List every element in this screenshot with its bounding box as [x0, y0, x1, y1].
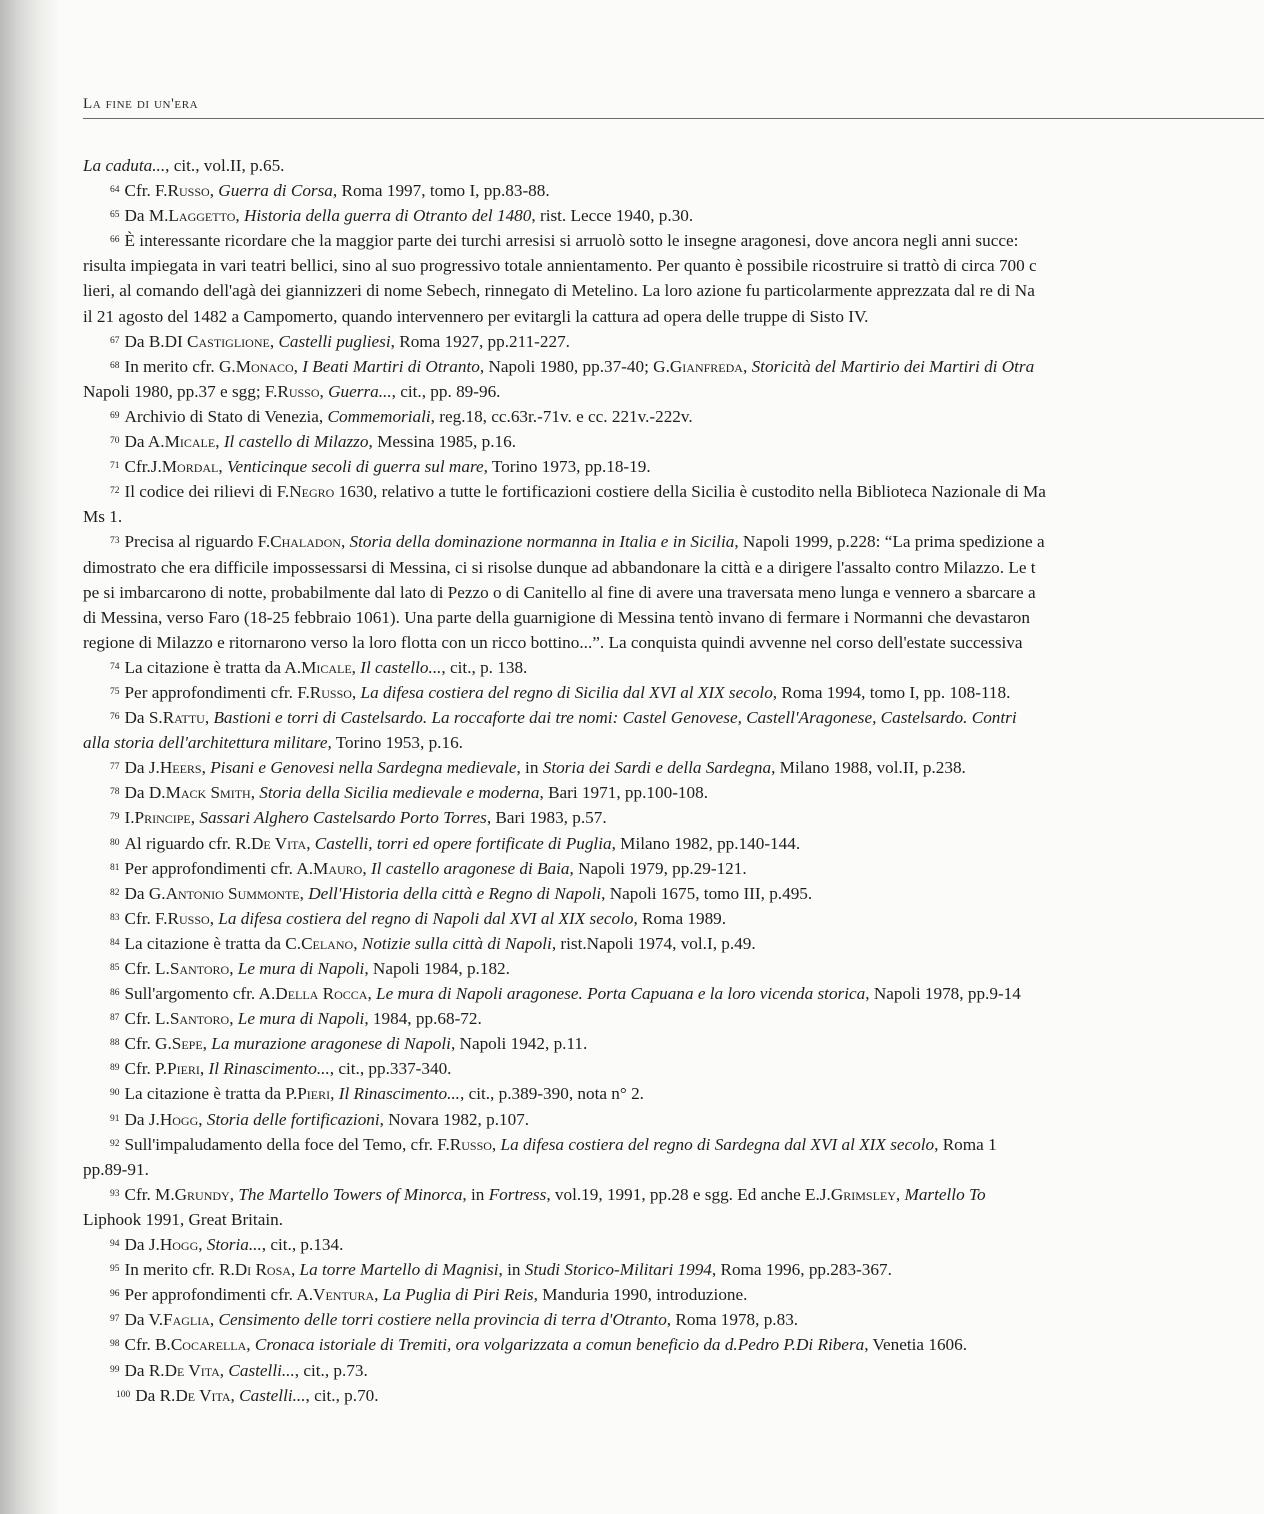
footnote-continuation [83, 605, 1264, 630]
citation-title: La difesa costiera del regno di Napoli dal XVI al XIX secolo [218, 908, 634, 928]
citation-title: Notizie sulla città di Napoli [361, 933, 552, 953]
citation-title: Cronaca istoriale di Tremiti, ora volgarizzata a comun beneficio da d.Pedro P.Di Ribera [254, 1335, 865, 1355]
footnote-number: 64 [110, 185, 120, 196]
footnote-text: Per approfondimenti cfr. F. [124, 682, 310, 702]
citation-title: Le mura di Napoli [237, 1009, 365, 1029]
footnote-text: , Napoli 1675, tomo III, p.495. [601, 883, 813, 903]
footnote [83, 454, 1264, 479]
footnote-number: 79 [110, 812, 120, 823]
footnote-text: 1630, relativo a tutte le fortificazioni costiere della Sicilia è custodito nella Biblioteca Nazionale di Ma [334, 482, 1046, 502]
footnote-text: , [209, 908, 219, 928]
citation-title: La caduta... [83, 156, 166, 175]
citation-title: La Puglia di Piri Reis [382, 1285, 534, 1305]
footnote-number: 72 [110, 486, 120, 497]
footnote-text: Precisa al riguardo F. [124, 532, 271, 552]
footnote-text: La citazione è tratta da A. [124, 657, 302, 677]
footnote-number: 85 [110, 963, 120, 973]
footnote-text: , [229, 959, 238, 978]
author-name: Russo [277, 381, 320, 401]
footnote [83, 1182, 1264, 1207]
footnote-text: , Venetia 1606. [864, 1335, 968, 1355]
book-spine-shadow [0, 0, 60, 1514]
author-name: Grundy [174, 1184, 230, 1204]
footnote-text: , cit., pp. 89-96. [391, 381, 501, 401]
footnote-continuation [83, 1157, 1264, 1182]
author-name: Russo [309, 682, 352, 702]
footnote-text: Per approfondimenti cfr. A. [124, 1285, 314, 1305]
footnote-text: il 21 agosto del 1482 a Campomerto, quando intervennero per evitargli la cattura ad opera delle truppe di Sisto IV. [83, 306, 869, 326]
footnote [83, 404, 1264, 429]
author-name: Hogg [159, 1109, 199, 1129]
footnote-text: , reg.18, cc.63r.-71v. e cc. 221v.-222v. [430, 406, 693, 426]
citation-title: Venticinque secoli di guerra sul mare [226, 457, 484, 477]
author-name: De Vita [164, 1360, 220, 1380]
citation-title: The Martello Towers of Minorca [238, 1184, 463, 1204]
citation-title: Storia dei Sardi e della Sardegna [542, 758, 772, 778]
footnote-text: dimostrato che era difficile impossessarsi di Messina, ci si risolse dunque ad abbandonare la città e a dirigere l'assalto contro Milazzo. Le t [83, 557, 1036, 577]
footnote [83, 329, 1264, 354]
footnote-number: 73 [110, 536, 120, 547]
footnote-text: , [269, 331, 279, 351]
footnote-text: Da G. [124, 883, 166, 903]
citation-title: Castelli, torri ed opere fortificate di Puglia [314, 833, 612, 853]
footnote-text: , Napoli 1979, pp.29-121. [569, 858, 747, 878]
citation-title: La torre Martello di Magnisi [299, 1260, 499, 1280]
footnote-text: Cfr. B. [124, 1335, 171, 1355]
citation-title: Il Rinascimento... [338, 1084, 460, 1104]
footnote-text: , [204, 708, 214, 728]
footnote-number: 96 [110, 1289, 120, 1300]
footnote-text: Sull'impaludamento della foce del Temo, cfr. F. [124, 1134, 450, 1154]
citation-title: Castelli... [228, 1360, 295, 1380]
footnote [83, 755, 1264, 780]
citation-title: Bastioni e torri di Castelsardo. La roccaforte dai tre nomi: Castel Genovese, Castell'Aragonese, Castelsardo. Contri [213, 708, 1017, 728]
citation-title: I Beati Martiri di Otranto [302, 356, 480, 376]
footnote-text: Il codice dei rilievi di F. [124, 482, 290, 502]
footnote-text: , [198, 1235, 207, 1255]
footnote-number: 90 [110, 1088, 120, 1099]
footnote [83, 354, 1264, 379]
footnote-number: 93 [110, 1188, 120, 1199]
footnote-text: , [374, 1285, 383, 1305]
footnote-text: , in [498, 1260, 525, 1280]
author-name: Cocarella [170, 1335, 247, 1355]
footnote [83, 228, 1264, 253]
footnote-text: , [199, 1059, 209, 1079]
citation-title: Il castello aragonese di Baia [370, 858, 570, 878]
footnote-text: , Torino 1973, pp.18-19. [483, 457, 651, 477]
footnote [83, 805, 1264, 830]
footnote-text: , [895, 1184, 905, 1204]
footnote-text: , [209, 1310, 219, 1330]
footnote-text: regione di Milazzo e ritornarono verso la loro flotta con un ricco bottino...”. La conquista quindi avvenne nel corso dell'estate successiva [83, 632, 1023, 652]
footnote-text: Da B.DI [124, 331, 188, 351]
footnote-number: 88 [110, 1038, 120, 1049]
footnote-text: I. [124, 808, 135, 828]
footnote-text: , [319, 381, 329, 401]
author-name: Pieri [167, 1059, 200, 1079]
footnote-number: 77 [110, 762, 120, 773]
footnote [83, 705, 1264, 730]
citation-title: La murazione aragonese di Napoli [211, 1034, 451, 1054]
author-name: De Vita [175, 1385, 231, 1405]
footnote-text: , [235, 206, 244, 226]
footnote-number: 87 [110, 1013, 120, 1024]
footnote [83, 931, 1264, 956]
footnote-text: , [198, 1109, 207, 1129]
footnote-text: Da M. [124, 206, 169, 226]
footnote-number: 80 [110, 837, 120, 848]
footnote-text: Sull'argomento cfr. A. [124, 984, 276, 1004]
footnote-text: Al riguardo cfr. R. [124, 833, 251, 853]
footnote [83, 429, 1264, 454]
footnote-text: , Milano 1982, pp.140-144. [611, 833, 801, 853]
author-name: Castiglione [187, 331, 270, 351]
author-name: De Vita [251, 833, 307, 853]
author-name: Ventura [313, 1285, 375, 1305]
footnote-text: La citazione è tratta da C. [124, 933, 302, 953]
footnote-text: , [299, 883, 309, 903]
citation-title: Il castello... [360, 657, 442, 677]
footnote-text: , in [516, 758, 543, 778]
footnote-text: , Roma 1927, pp.211-227. [390, 331, 570, 351]
footnote-text: Da A. [124, 432, 165, 452]
footnote-text: , Bari 1983, p.57. [486, 808, 607, 828]
author-name: Sepe [171, 1034, 203, 1054]
footnote [83, 1257, 1264, 1282]
citation-title: La difesa costiera del regno di Sardegna dal XVI al XIX secolo [500, 1134, 935, 1154]
footnote-text: , rist.Napoli 1974, vol.I, p.49. [551, 933, 756, 953]
footnote-text: , vol.19, 1991, pp.28 e sgg. Ed anche E.J. [546, 1184, 831, 1204]
footnote-text: Liphook 1991, Great Britain. [83, 1209, 284, 1229]
author-name: Russo [449, 1134, 492, 1154]
author-name: Monaco [235, 356, 294, 376]
footnote-number: 82 [110, 887, 120, 898]
author-name: Russo [167, 908, 210, 928]
citation-title: Il castello di Milazzo [223, 432, 369, 452]
footnote [83, 680, 1264, 705]
footnote-text: Archivio di Stato di Venezia, [124, 406, 328, 426]
citation-title: Storia della dominazione normanna in Italia e in Sicilia [349, 532, 735, 552]
footnote-text: , 1984, pp.68-72. [364, 1009, 482, 1029]
citation-title: Castelli... [239, 1385, 306, 1405]
footnote-text: In merito cfr. G. [124, 356, 236, 376]
footnote-text: , Napoli 1942, p.11. [450, 1034, 588, 1054]
footnote-continuation [83, 555, 1264, 580]
footnote-text: Cfr. L. [124, 1009, 170, 1029]
author-name: Pieri [297, 1084, 331, 1104]
footnote-text: , [306, 833, 315, 853]
footnote-text: , [340, 532, 350, 552]
footnote [83, 1031, 1264, 1056]
footnote-text: Napoli 1980, pp.37 e sgg; F. [83, 381, 278, 401]
footnote-text: , Roma 1996, pp.283-367. [711, 1260, 892, 1280]
footnote-text: Cfr. M. [124, 1184, 175, 1204]
citation-title: Sassari Alghero Castelsardo Porto Torres [199, 808, 487, 828]
footnote-text: pe si imbarcarono di notte, probabilmente dal lato di Pezzo o di Canitello al fine di avere una traversata meno lunga e vennero a sbarcare a [83, 582, 1036, 602]
footnote-continuation [83, 304, 1264, 329]
citation-title: Storicità del Martirio dei Martiri di Otra [751, 356, 1035, 376]
footnote-text: , [202, 1034, 212, 1054]
author-name: Hogg [159, 1235, 199, 1255]
author-name: Di Rosa [234, 1260, 291, 1280]
footnote-number: 69 [110, 410, 120, 421]
footnote-text: , cit., p.73. [294, 1360, 368, 1380]
footnote-number: 95 [110, 1264, 120, 1275]
footnote [83, 1383, 1264, 1408]
author-name: Rattu [162, 708, 205, 728]
author-name: Santoro [169, 959, 230, 978]
footnote-text: , [351, 682, 361, 702]
footnote [83, 1282, 1264, 1307]
footnote-number: 86 [110, 988, 120, 999]
footnote-number: 68 [110, 360, 120, 371]
citation-title: La difesa costiera del regno di Sicilia dal XVI al XIX secolo [360, 682, 773, 702]
footnote-text: , [229, 1184, 239, 1204]
footnote [83, 479, 1264, 504]
footnote [83, 1081, 1264, 1106]
footnote [83, 655, 1264, 680]
author-name: Antonio Summonte [165, 883, 300, 903]
footnote [83, 1307, 1264, 1332]
footnote-text: La citazione è tratta da P. [124, 1084, 298, 1104]
footnote-text: Da R. [124, 1360, 165, 1380]
footnote [83, 881, 1264, 906]
footnote-continuation [83, 630, 1264, 655]
footnote-text: , cit., p.134. [261, 1235, 344, 1255]
citation-title: Studi Storico-Militari 1994 [524, 1260, 712, 1280]
footnote-number: 94 [110, 1239, 120, 1250]
footnote-text: , Novara 1982, p.107. [379, 1109, 530, 1129]
author-name: Micale [164, 432, 216, 452]
footnote-text: pp.89-91. [83, 1159, 149, 1179]
footnote-text: Ms 1. [83, 507, 123, 527]
footnote-text: Cfr. F. [124, 181, 168, 201]
author-name: Principe [134, 808, 191, 828]
footnote-text: , [293, 356, 303, 376]
footnote [83, 178, 1264, 203]
author-name: Negro [289, 482, 335, 502]
footnote-number: 66 [110, 235, 120, 246]
footnote-number: 99 [110, 1364, 120, 1375]
footnote-text: , Napoli 1978, pp.9-14 [865, 984, 1021, 1004]
footnote-text: , Bari 1971, pp.100-108. [539, 783, 709, 803]
author-name: Gianfreda [669, 356, 743, 376]
citation-title: Storia delle fortificazioni [206, 1109, 380, 1129]
author-name: Grimsley [830, 1184, 896, 1204]
footnote [83, 780, 1264, 805]
footnote-text: In merito cfr. R. [124, 1260, 235, 1280]
footnote [83, 1232, 1264, 1257]
author-name: Mauro [313, 858, 363, 878]
footnote-text: , cit., pp.337-340. [329, 1059, 452, 1079]
footnote-text: Cfr.J. [124, 457, 162, 477]
footnote-text: , [219, 1360, 229, 1380]
footnote-number: 65 [110, 210, 120, 221]
author-name: Mordal [161, 457, 219, 477]
author-name: Chaladon [270, 532, 341, 552]
footnote-text: , cit., p.389-390, nota n° 2. [459, 1084, 644, 1104]
footnote-text: , [209, 181, 219, 201]
author-name: Heers [159, 758, 202, 778]
footnote-text: , Roma 1997, tomo I, pp.83-88. [332, 181, 550, 201]
footnote-text: Da J. [124, 758, 160, 778]
footnote-number: 91 [110, 1113, 120, 1124]
footnote-number: 75 [110, 686, 120, 697]
footnote-text: , [353, 933, 362, 953]
footnote [83, 1132, 1264, 1157]
footnote [83, 831, 1264, 856]
footnote-text: , cit., p. 138. [441, 657, 528, 677]
running-header-title: La fine di un'era [83, 96, 199, 112]
footnote-text: , Messina 1985, p.16. [368, 432, 516, 452]
footnote-text: Da R. [135, 1385, 176, 1405]
citation-title: alla storia dell'architettura militare [83, 733, 328, 753]
footnote-number: 84 [110, 937, 120, 948]
footnote-text: , [215, 432, 224, 452]
footnote-continuation [83, 153, 1264, 178]
footnote-text: , in [462, 1184, 489, 1204]
footnote-text: , [491, 1134, 501, 1154]
footnote-text: , cit., p.70. [305, 1385, 379, 1405]
citation-title: Fortress [488, 1184, 547, 1204]
citation-title: Il Rinascimento... [208, 1059, 330, 1079]
footnotes-list [83, 153, 1264, 1423]
footnote-text: , [250, 783, 260, 803]
footnote [83, 529, 1264, 554]
footnote-continuation [83, 580, 1264, 605]
footnote-number: 100 [116, 1389, 131, 1400]
footnote-text: Cfr. P. [124, 1059, 168, 1079]
footnote-continuation [83, 278, 1264, 303]
citation-title: Storia... [206, 1235, 262, 1255]
footnote-text: , Milano 1988, vol.II, p.238. [771, 758, 966, 778]
footnote-text: , Manduria 1990, introduzione. [533, 1285, 748, 1305]
footnote-text: , [362, 858, 371, 878]
author-name: Celano [301, 933, 354, 953]
citation-title: Le mura di Napoli [237, 959, 365, 978]
footnote [83, 203, 1264, 228]
footnote-text: , [190, 808, 200, 828]
footnote-continuation [83, 504, 1264, 529]
citation-title: Dell'Historia della città e Regno di Napoli [308, 883, 602, 903]
footnote [83, 956, 1264, 981]
author-name: Santoro [169, 1009, 230, 1029]
footnote-text: Cfr. L. [124, 959, 170, 978]
footnote [83, 1056, 1264, 1081]
footnote-number: 83 [110, 912, 120, 923]
citation-title: Martello To [904, 1184, 986, 1204]
footnote-number: 70 [110, 436, 120, 447]
footnote-text: Da S. [124, 708, 163, 728]
footnote [83, 981, 1264, 1006]
footnote-text: Da J. [124, 1109, 160, 1129]
footnote-text: , Torino 1953, p.16. [327, 733, 463, 753]
footnote-text: , [330, 1084, 339, 1104]
footnote-text: Cfr. G. [124, 1034, 172, 1054]
author-name: Laggetto [168, 206, 236, 226]
footnote-number: 78 [110, 787, 120, 798]
footnote [83, 1107, 1264, 1132]
footnote-number: 89 [110, 1063, 120, 1074]
footnote-number: 97 [110, 1314, 120, 1325]
footnote-continuation [83, 730, 1264, 755]
footnote-text: Cfr. F. [124, 908, 168, 928]
citation-title: Le mura di Napoli aragonese. Porta Capuana e la loro vicenda storica [376, 984, 866, 1004]
footnote-continuation [83, 379, 1264, 404]
author-name: Della Rocca [275, 984, 368, 1004]
footnote-text: Da D. [124, 783, 166, 803]
footnote-text: , Napoli 1980, pp.37-40; G. [479, 356, 670, 376]
author-name: Micale [301, 657, 352, 677]
footnote-text: È interessante ricordare che la maggior parte dei turchi arresisi si arruolò sotto le insegne aragonesi, dove ancora negli anni succe: [124, 231, 1019, 251]
footnote-text: Per approfondimenti cfr. A. [124, 858, 314, 878]
footnote-text: , cit., vol.II, p.65. [165, 156, 285, 175]
footnote-text: , Roma 1989. [633, 908, 727, 928]
footnote-continuation [83, 1207, 1264, 1232]
footnote-number: 74 [110, 661, 120, 672]
author-name: Faglia [163, 1310, 210, 1330]
footnote-text: , Roma 1994, tomo I, pp. 108-118. [772, 682, 1011, 702]
footnote-text: , Roma 1978, p.83. [666, 1310, 799, 1330]
footnote-number: 98 [110, 1339, 120, 1350]
citation-title: Commemoriali [327, 406, 431, 426]
footnote-text: , Roma 1 [934, 1134, 997, 1154]
footnote-text: , [246, 1335, 255, 1355]
footnote [83, 1006, 1264, 1031]
footnote-text: Da J. [124, 1235, 160, 1255]
footnote-text: , [367, 984, 377, 1004]
footnote-text: lieri, al comando dell'agà dei giannizzeri di nome Sebech, rinnegato di Metelino. La loro azione fu particolarmente apprezzata dal re di Na [83, 281, 1035, 301]
footnote-text: risulta impiegata in vari teatri bellici, sino al suo progressivo totale annientamento. Per quanto è possibile ricostruire si trattò di circa 700 c [83, 256, 1037, 276]
footnote-text: Da V. [124, 1310, 164, 1330]
footnote [83, 1358, 1264, 1383]
footnote-continuation [83, 253, 1264, 278]
footnote-number: 92 [110, 1138, 120, 1149]
footnote-number: 71 [110, 461, 120, 472]
footnote-text: , [230, 1385, 240, 1405]
footnote-text: , [218, 457, 227, 477]
author-name: Russo [167, 181, 210, 201]
footnote-text: , Napoli 1984, p.182. [364, 959, 510, 978]
footnote-number: 81 [110, 862, 120, 873]
footnote [83, 856, 1264, 881]
footnote-text: , [742, 356, 752, 376]
footnote-text: , [229, 1009, 238, 1029]
footnote-text: , Napoli 1999, p.228: “La prima spedizione a [734, 532, 1045, 552]
footnote-text: di Messina, verso Faro (18-25 febbraio 1061). Una parte della guarnigione di Messina tentò invano di fermare i Normanni che devastaron [83, 607, 1030, 627]
footnote-text: , rist. Lecce 1940, p.30. [531, 206, 694, 226]
citation-title: Guerra... [328, 381, 392, 401]
citation-title: Historia della guerra di Otranto del 1480 [243, 206, 532, 226]
footnote [83, 906, 1264, 931]
footnote-text: , [290, 1260, 300, 1280]
citation-title: Castelli pugliesi [278, 331, 391, 351]
footnote [83, 1332, 1264, 1357]
footnote-text: , [201, 758, 211, 778]
citation-title: Censimento delle torri costiere nella provincia di terra d'Otranto [218, 1310, 667, 1330]
citation-title: Storia della Sicilia medievale e moderna [259, 783, 540, 803]
footnote-number: 76 [110, 712, 120, 723]
citation-title: Guerra di Corsa [218, 181, 333, 201]
citation-title: Pisani e Genovesi nella Sardegna medievale [210, 758, 517, 778]
running-header [83, 96, 1264, 119]
footnote-text: , [351, 657, 361, 677]
author-name: Mack Smith [165, 783, 251, 803]
footnote-number: 67 [110, 335, 120, 346]
